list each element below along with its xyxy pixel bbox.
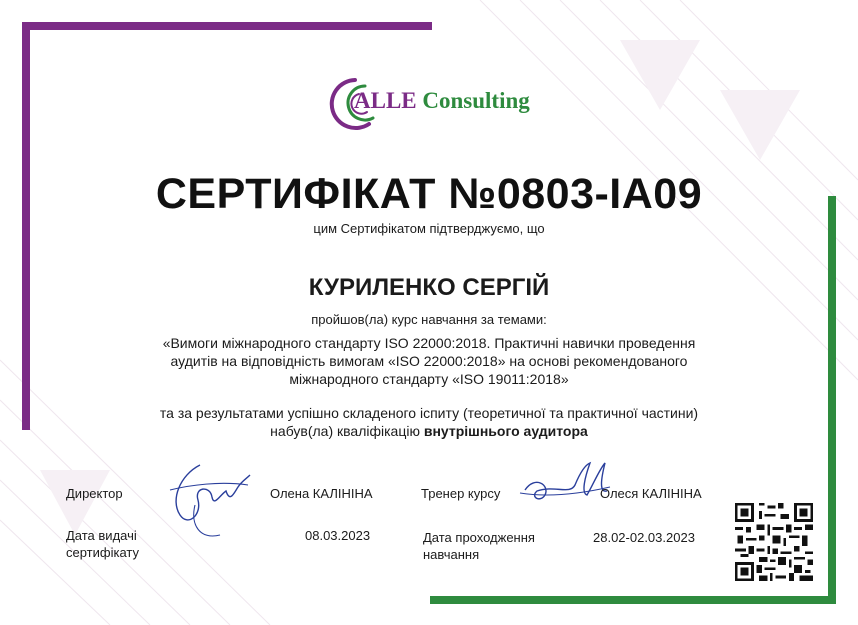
logo-wordmark xyxy=(354,88,530,114)
topic-line: аудитів на відповідність вимогам «ISO 22000:2018» на основі рекомендованого xyxy=(170,353,688,369)
trainer-name: Олеся КАЛІНІНА xyxy=(600,486,702,501)
qualification-prefix: набув(ла) кваліфікацію xyxy=(270,423,424,439)
qualification-title: внутрішнього аудитора xyxy=(423,423,588,439)
qr-code-icon[interactable] xyxy=(735,503,813,581)
issue-date: 08.03.2023 xyxy=(305,528,371,543)
director-label: Директор xyxy=(66,486,123,501)
issue-date-label: Дата видачі xyxy=(66,528,137,543)
passed-course-text: пройшов(ла) курс навчання за темами: xyxy=(311,312,547,327)
issue-date-label: сертифікату xyxy=(66,545,139,560)
certificate-title: СЕРТИФІКАТ №0803-ІА09 xyxy=(155,170,703,218)
training-dates: 28.02-02.03.2023 xyxy=(593,530,695,545)
course-topic xyxy=(0,334,858,388)
logo-suffix: Consulting xyxy=(416,88,530,113)
recipient-name: КУРИЛЕНКО СЕРГІЙ xyxy=(308,274,550,301)
qualification-line xyxy=(0,422,858,440)
topic-line: міжнародного стандарту «ISO 19011:2018» xyxy=(289,371,569,387)
trainer-label: Тренер курсу xyxy=(421,486,501,501)
topic-line: «Вимоги міжнародного стандарту ISO 22000:2018. Практичні навички проведення xyxy=(162,335,696,351)
director-signature xyxy=(150,445,260,545)
result-line: та за результатами успішно складеного іспиту (теоретичної та практичної частини) xyxy=(159,405,699,421)
trainer-signature xyxy=(515,455,615,515)
exam-result xyxy=(0,404,858,440)
training-date-label: Дата проходження xyxy=(423,530,535,545)
training-date-label: навчання xyxy=(423,547,480,562)
certificate-subtitle: цим Сертифікатом підтверджуємо, що xyxy=(313,221,545,236)
director-name: Олена КАЛІНІНА xyxy=(270,486,373,501)
logo-brand: ALLE xyxy=(354,88,417,113)
